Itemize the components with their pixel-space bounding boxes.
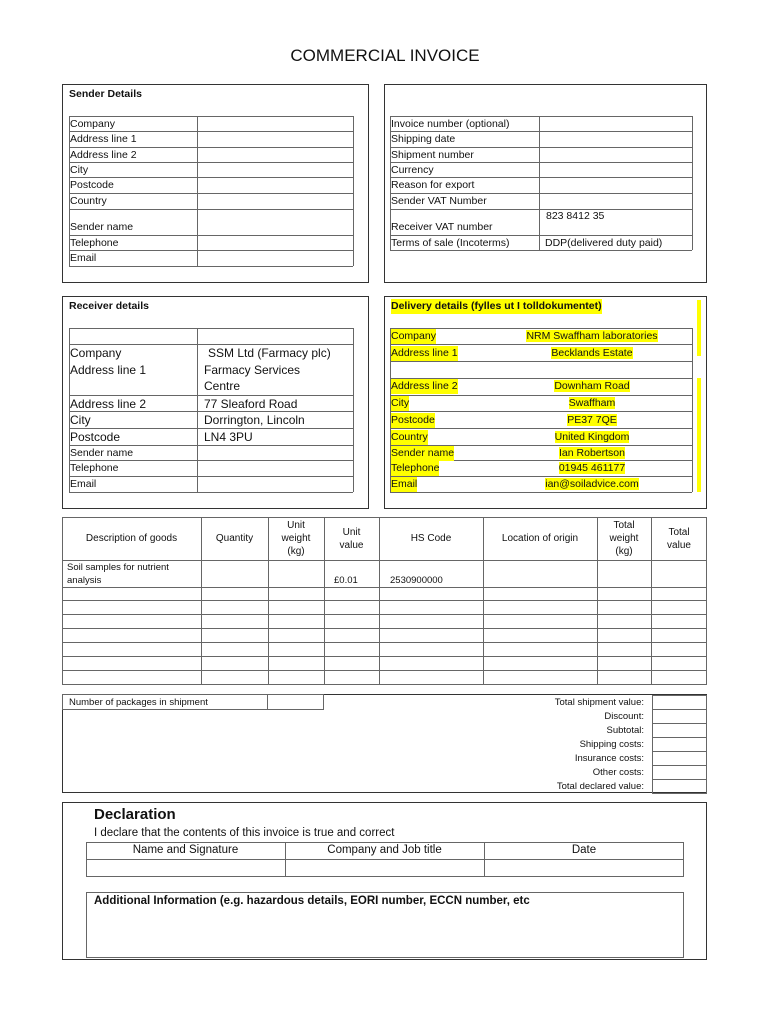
delivery-value-cell [470, 413, 714, 428]
totals-label: Total declared value: [556, 781, 644, 792]
row-divider [390, 361, 692, 362]
sender-details-heading: Sender Details [69, 88, 142, 100]
header-line: Total [613, 520, 635, 531]
row-divider [62, 600, 707, 601]
name-signature-header: Name and Signature [132, 844, 239, 856]
date-field[interactable] [485, 860, 683, 876]
row-divider [69, 328, 353, 329]
header-line: Total [668, 526, 690, 538]
packages-label: Number of packages in shipment [69, 697, 208, 708]
receiver-label: Postcode [70, 430, 121, 444]
invoice-info-label: Terms of sale (Incoterms) [391, 237, 510, 249]
delivery-value[interactable]: Ian Robertson [559, 447, 625, 459]
header-line: Unit [342, 526, 361, 538]
date-header: Date [571, 844, 597, 856]
unit-value-header [324, 517, 379, 560]
row-divider [62, 587, 707, 588]
receiver-address1-value[interactable]: Farmacy Services [204, 363, 301, 377]
goods-description-value-cont[interactable]: analysis [67, 575, 102, 586]
receiver-label: City [70, 413, 91, 427]
delivery-label: Address line 1 [391, 347, 458, 359]
sender-value-field[interactable] [198, 117, 352, 131]
delivery-label: Country [391, 431, 428, 443]
receiver-value-field[interactable] [198, 477, 352, 491]
totals-value-field[interactable] [652, 737, 707, 752]
sender-value-field[interactable] [198, 163, 352, 177]
header-line: (kg) [287, 546, 305, 557]
receiver-vat-value[interactable]: 823 8412 35 [546, 210, 605, 222]
delivery-value[interactable]: Swaffham [568, 397, 616, 409]
row-divider [62, 670, 707, 671]
receiver-company-value[interactable]: SSM Ltd (Farmacy plc) [208, 346, 331, 360]
row-divider [69, 266, 353, 267]
sender-label: Address line 2 [70, 149, 137, 161]
totals-value-field[interactable] [652, 723, 707, 738]
receiver-label: Email [70, 478, 97, 490]
delivery-label: Email [391, 478, 418, 490]
delivery-label: Company [391, 330, 436, 342]
terms-of-sale-value[interactable]: DDP(delivered duty paid) [545, 237, 663, 249]
row-divider [69, 209, 353, 210]
row-divider [390, 344, 692, 345]
totals-label: Total shipment value: [554, 697, 644, 708]
row-divider [62, 642, 707, 643]
header-line: Unit [287, 520, 305, 531]
invoice-info-label: Receiver VAT number [391, 221, 493, 233]
totals-label: Discount: [604, 711, 644, 722]
origin-header: Location of origin [501, 533, 579, 544]
row-divider [62, 614, 707, 615]
receiver-city-value[interactable]: Dorrington, Lincoln [204, 413, 305, 427]
declaration-heading: Declaration [94, 806, 176, 823]
receiver-address1-value-cont[interactable]: Centre [204, 379, 241, 393]
packages-value-field[interactable] [267, 694, 324, 710]
sender-value-field[interactable] [198, 178, 352, 192]
sender-value-field[interactable] [198, 132, 352, 146]
sender-value-field[interactable] [198, 236, 352, 250]
delivery-label: Telephone [391, 462, 440, 474]
col-divider [353, 328, 354, 492]
totals-value-field[interactable] [652, 765, 707, 780]
row-divider [390, 411, 692, 412]
delivery-label: Postcode [391, 414, 435, 426]
delivery-value-cell [470, 329, 714, 344]
sender-value-field[interactable] [198, 148, 352, 162]
delivery-value-cell [470, 461, 714, 476]
company-job-title-field[interactable] [286, 860, 483, 876]
sender-value-field[interactable] [198, 194, 352, 208]
delivery-value[interactable]: PE37 7QE [567, 414, 617, 426]
receiver-address2-value[interactable]: 77 Sleaford Road [204, 397, 298, 411]
totals-label: Insurance costs: [574, 753, 644, 764]
totals-value-field[interactable] [652, 751, 707, 766]
delivery-value[interactable]: ian@soiladvice.com [545, 478, 639, 490]
col-divider [692, 116, 693, 250]
receiver-label: Sender name [70, 447, 134, 459]
header-line: weight [609, 533, 639, 544]
delivery-label: Address line 2 [391, 380, 458, 392]
sender-label: Email [70, 252, 97, 264]
sender-label: Postcode [70, 179, 114, 191]
col-divider [539, 116, 540, 250]
invoice-info-label: Reason for export [391, 179, 475, 191]
row-divider [390, 209, 692, 210]
additional-info-label: Additional Information (e.g. hazardous details, EORI number, ECCN number, etc [94, 895, 530, 907]
receiver-label: Company [70, 346, 122, 360]
hs-code-header: HS Code [410, 533, 452, 544]
delivery-value-cell [470, 396, 714, 411]
sender-label: Company [70, 118, 115, 130]
totals-label: Shipping costs: [579, 739, 644, 750]
sender-label: Telephone [70, 237, 119, 249]
totals-label: Subtotal: [606, 725, 644, 736]
goods-hs-code-value[interactable]: 2530900000 [390, 575, 443, 586]
sender-value-field[interactable] [198, 220, 352, 234]
receiver-value-field[interactable] [198, 446, 352, 460]
row-divider [390, 492, 692, 493]
delivery-value-cell [470, 446, 714, 461]
receiver-postcode-value[interactable]: LN4 3PU [204, 430, 253, 444]
delivery-value[interactable]: NRM Swaffham laboratories [526, 330, 658, 342]
sender-value-field[interactable] [198, 251, 352, 265]
delivery-value-cell [470, 379, 714, 394]
sender-label: Country [70, 195, 107, 207]
row-divider [62, 628, 707, 629]
invoice-info-label: Sender VAT Number [391, 195, 487, 207]
receiver-label: Address line 2 [70, 397, 147, 411]
receiver-label: Address line 1 [70, 363, 147, 377]
description-header: Description of goods [85, 533, 178, 544]
row-divider [69, 492, 353, 493]
declaration-statement: I declare that the contents of this invoice is true and correct [94, 827, 395, 839]
delivery-value-cell [470, 430, 714, 445]
delivery-label: Sender name [391, 447, 455, 459]
col-divider [353, 116, 354, 266]
sender-label: Address line 1 [70, 133, 137, 145]
row-divider [390, 428, 692, 429]
row-divider [62, 656, 707, 657]
invoice-info-label: Currency [391, 164, 434, 176]
delivery-value-cell [470, 477, 714, 492]
page-title: COMMERCIAL INVOICE [290, 46, 480, 65]
totals-label: Other costs: [592, 767, 644, 778]
delivery-details-heading: Delivery details (fylles ut I tolldokumentet) [391, 300, 602, 312]
delivery-label: City [391, 397, 410, 409]
delivery-value[interactable]: United Kingdom [554, 431, 630, 443]
totals-value-field[interactable] [652, 695, 707, 710]
goods-unit-value[interactable]: £0.01 [334, 575, 358, 586]
invoice-info-label: Shipping date [391, 133, 456, 145]
delivery-value-cell [470, 346, 714, 361]
name-signature-field[interactable] [87, 860, 284, 876]
sender-label: City [70, 164, 89, 176]
receiver-label: Telephone [70, 462, 119, 474]
totals-value-field[interactable] [652, 709, 707, 724]
invoice-info-label: Shipment number [391, 149, 474, 161]
delivery-value[interactable]: 01945 461177 [558, 462, 626, 474]
company-job-title-header: Company and Job title [327, 844, 442, 856]
total-weight-header [597, 517, 651, 560]
sender-label: Sender name [70, 221, 134, 233]
unit-weight-header [268, 517, 324, 560]
receiver-details-heading: Receiver details [69, 300, 149, 312]
total-value-header [651, 517, 707, 560]
goods-description-value[interactable]: Soil samples for nutrient [67, 562, 169, 573]
delivery-value[interactable]: Becklands Estate [551, 347, 633, 359]
header-line: value [667, 539, 691, 551]
receiver-value-field[interactable] [198, 461, 352, 475]
header-line: weight [281, 533, 311, 544]
quantity-header: Quantity [215, 533, 254, 544]
totals-value-field[interactable] [652, 779, 707, 794]
invoice-info-label: Invoice number (optional) [391, 118, 510, 130]
delivery-value[interactable]: Downham Road [554, 380, 630, 392]
header-line: (kg) [615, 546, 633, 557]
header-line: value [339, 539, 364, 551]
